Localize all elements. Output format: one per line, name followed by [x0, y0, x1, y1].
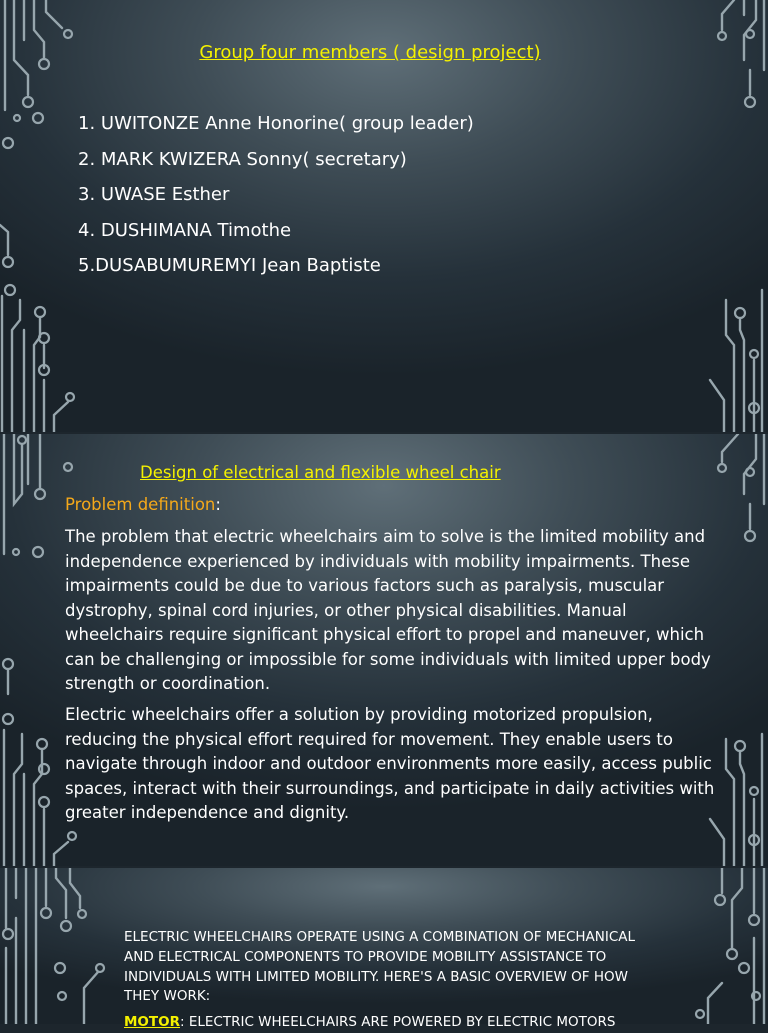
circuit-decoration-right: [678, 868, 768, 1024]
list-item: 1. UWITONZE Anne Honorine( group leader): [78, 113, 474, 134]
problem-definition-heading: [65, 495, 221, 514]
problem-definition-label: Problem definition: [65, 495, 216, 514]
motor-line: [124, 1013, 684, 1033]
circuit-decoration-right: [698, 0, 768, 432]
list-item: 5.DUSABUMUREMYI Jean Baptiste: [78, 255, 381, 277]
problem-paragraph-1: The problem that electric wheelchairs aim to solve is the limited mobility and independence experienced by individuals with mobility impairments. These impairments could be due to various factors such as paralysis, muscular dystrophy, spinal cord injuries, or other physical disabilities. Manual wheelchairs require significant physical effort to propel and maneuver, which can be challenging or impossible for some individuals with limited upper body strength or coordination.: [65, 527, 711, 693]
list-item: 4. DUSHIMANA Timothe: [78, 219, 292, 241]
slide-2-title: Design of electrical and flexible wheel chair: [140, 463, 501, 482]
motor-text: : ELECTRIC WHEELCHAIRS ARE POWERED BY ELECTRIC MOTORS: [180, 1014, 616, 1030]
motor-label: MOTOR: [124, 1014, 180, 1030]
problem-paragraph-2: Electric wheelchairs offer a solution by providing motorized propulsion, reducing the physical effort required for movement. They enable users to navigate through indoor and outdoor environments more easily, access public spaces, interact with their surroundings, and participate in daily activities with greater independence and dignity.: [65, 705, 715, 822]
problem-definition-colon: :: [215, 495, 221, 514]
slide-1: [0, 0, 768, 432]
slide-1-title: Group four members ( design project): [199, 42, 541, 63]
circuit-decoration-left: [0, 0, 80, 432]
list-item: 2. MARK KWIZERA Sonny( secretary): [78, 148, 407, 170]
list-item: 3. UWASE Esther: [78, 184, 230, 206]
member-list: [78, 113, 474, 291]
how-it-works-intro: ELECTRIC WHEELCHAIRS OPERATE USING A COMBINATION OF MECHANICAL AND ELECTRICAL COMPONENTS TO PROVIDE MOBILITY ASSISTANCE TO INDIVIDUALS WITH LIMITED MOBILITY. HERE'S A BASIC OVERVIEW OF HOW THEY WORK:: [124, 929, 636, 1005]
circuit-decoration-left: [0, 868, 110, 1024]
